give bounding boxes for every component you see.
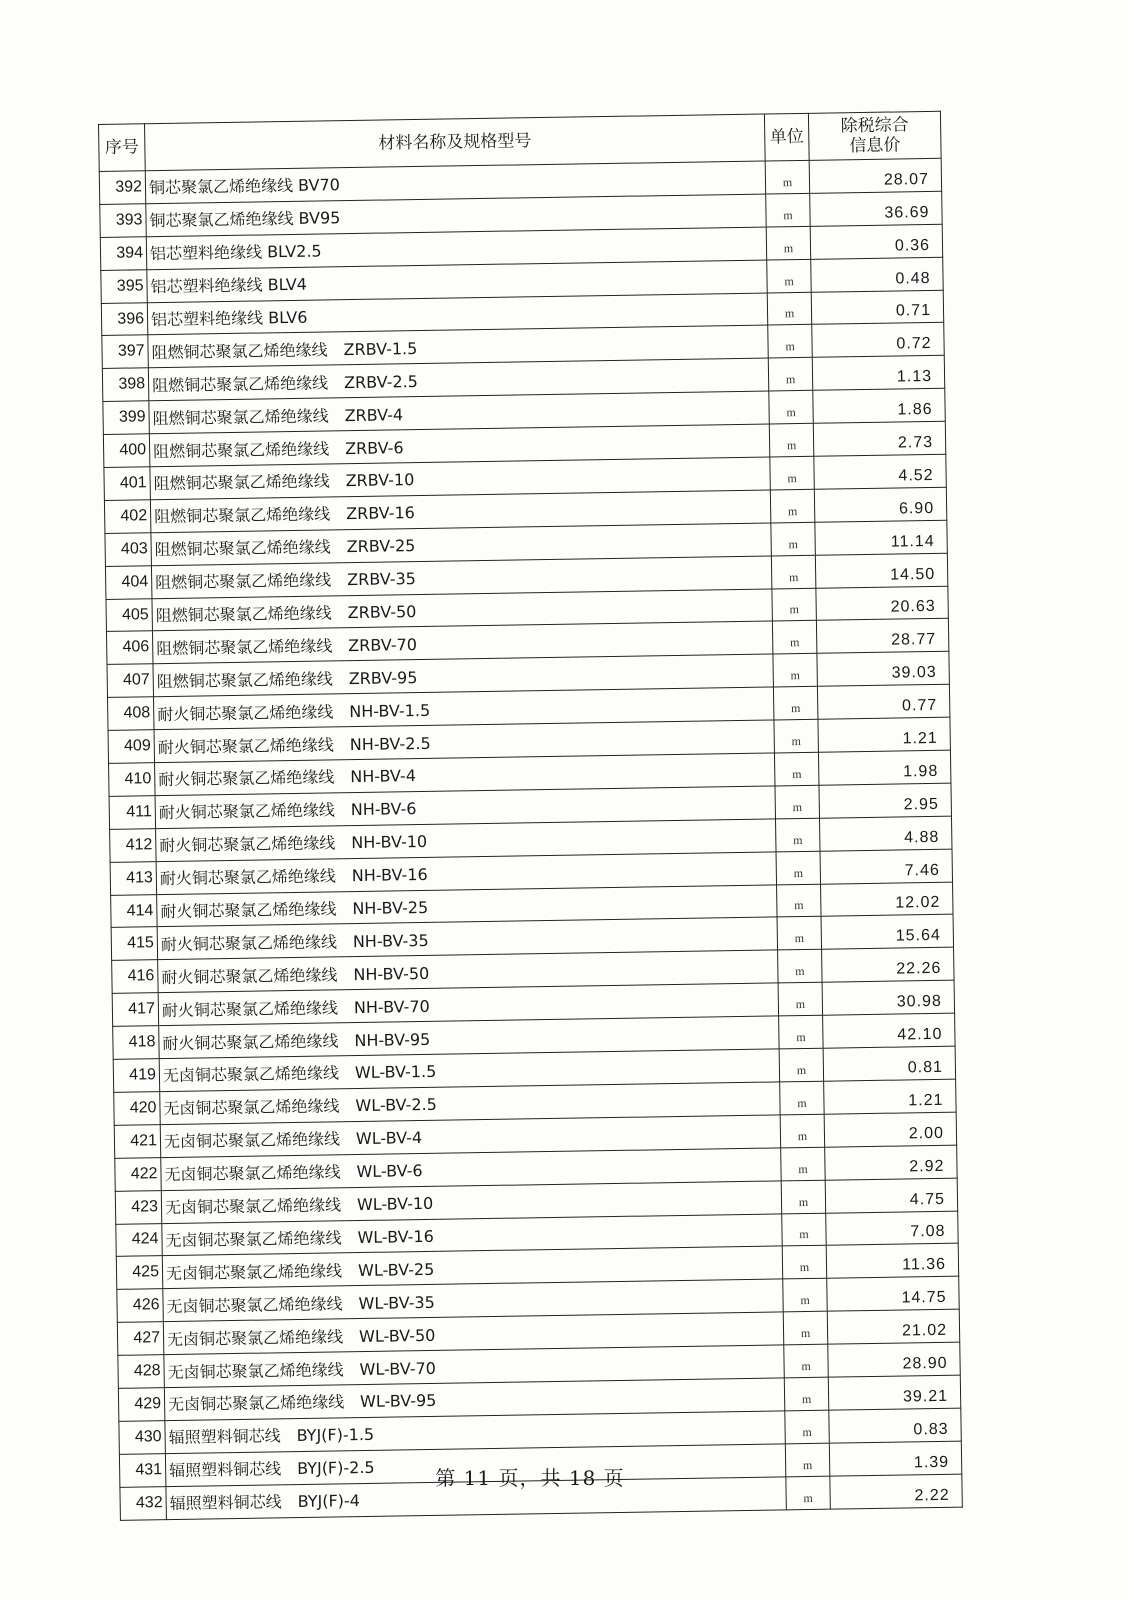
row-unit: m — [769, 391, 814, 425]
row-name: 辐照塑料铜芯线 BYJ(F)-2.5 — [165, 1444, 785, 1487]
row-no: 414 — [111, 894, 158, 928]
row-price: 28.07 — [809, 158, 942, 193]
row-unit: m — [785, 1443, 830, 1477]
row-no: 407 — [107, 664, 154, 698]
row-name: 耐火铜芯聚氯乙烯绝缘线 NH-BV-95 — [159, 1016, 779, 1059]
row-name: 无卤铜芯聚氯乙烯绝缘线 WL-BV-25 — [162, 1246, 782, 1289]
row-unit: m — [770, 489, 815, 523]
row-no: 417 — [112, 993, 159, 1027]
row-unit: m — [778, 982, 823, 1016]
row-no: 425 — [116, 1256, 163, 1290]
row-price: 2.73 — [813, 421, 946, 456]
row-no: 421 — [114, 1124, 161, 1158]
row-name: 辐照塑料铜芯线 BYJ(F)-1.5 — [165, 1411, 785, 1454]
row-no: 427 — [117, 1322, 164, 1356]
row-unit: m — [775, 818, 820, 852]
row-no: 422 — [115, 1157, 162, 1191]
row-name: 无卤铜芯聚氯乙烯绝缘线 WL-BV-2.5 — [160, 1082, 780, 1125]
row-unit: m — [779, 1015, 824, 1049]
row-unit: m — [780, 1114, 825, 1148]
row-no: 408 — [108, 697, 155, 731]
row-no: 416 — [112, 960, 159, 994]
row-no: 393 — [100, 204, 147, 238]
row-price: 28.77 — [816, 619, 949, 654]
row-name: 无卤铜芯聚氯乙烯绝缘线 WL-BV-35 — [163, 1279, 783, 1322]
row-name: 耐火铜芯聚氯乙烯绝缘线 NH-BV-50 — [158, 950, 778, 993]
row-no: 411 — [109, 796, 156, 830]
page-footer: 第 11 页，共 18 页 — [435, 1466, 625, 1490]
row-no: 420 — [114, 1092, 161, 1126]
row-price: 14.75 — [827, 1276, 960, 1311]
row-price: 2.95 — [819, 783, 952, 818]
header-unit: 单位 — [764, 113, 809, 161]
row-unit: m — [773, 654, 818, 688]
row-name: 无卤铜芯聚氯乙烯绝缘线 WL-BV-95 — [164, 1378, 784, 1421]
price-sheet — [98, 111, 962, 1521]
row-price: 4.88 — [819, 816, 952, 851]
row-name: 无卤铜芯聚氯乙烯绝缘线 WL-BV-70 — [164, 1345, 784, 1388]
row-price: 2.00 — [824, 1112, 957, 1147]
row-name: 耐火铜芯聚氯乙烯绝缘线 NH-BV-25 — [157, 885, 777, 928]
row-unit: m — [782, 1246, 827, 1280]
row-price: 0.71 — [811, 290, 944, 325]
row-price: 4.75 — [825, 1178, 958, 1213]
row-unit: m — [778, 950, 823, 984]
row-price: 0.81 — [823, 1046, 956, 1081]
row-unit: m — [785, 1410, 830, 1444]
row-price: 1.39 — [829, 1441, 962, 1476]
row-price: 21.02 — [827, 1309, 960, 1344]
row-name: 无卤铜芯聚氯乙烯绝缘线 WL-BV-1.5 — [159, 1049, 779, 1092]
row-price: 6.90 — [814, 487, 947, 522]
row-name: 阻燃铜芯聚氯乙烯绝缘线 ZRBV-25 — [151, 523, 771, 566]
row-no: 392 — [99, 171, 146, 205]
row-no: 398 — [102, 368, 149, 402]
row-no: 428 — [118, 1355, 165, 1389]
row-name: 无卤铜芯聚氯乙烯绝缘线 WL-BV-4 — [160, 1115, 780, 1158]
row-name: 阻燃铜芯聚氯乙烯绝缘线 ZRBV-95 — [153, 654, 773, 697]
row-name: 耐火铜芯聚氯乙烯绝缘线 NH-BV-1.5 — [154, 687, 774, 730]
row-name: 无卤铜芯聚氯乙烯绝缘线 WL-BV-6 — [161, 1148, 781, 1191]
row-no: 415 — [111, 927, 158, 961]
row-no: 402 — [104, 500, 151, 534]
row-price: 12.02 — [821, 882, 954, 917]
row-price: 22.26 — [822, 948, 955, 983]
row-unit: m — [768, 325, 813, 359]
row-no: 405 — [106, 598, 153, 632]
row-unit: m — [779, 1048, 824, 1082]
row-unit: m — [772, 621, 817, 655]
row-unit: m — [771, 555, 816, 589]
row-name: 铜芯聚氯乙烯绝缘线 BV70 — [145, 161, 765, 204]
header-no: 序号 — [99, 124, 146, 172]
row-unit: m — [772, 588, 817, 622]
row-price: 1.98 — [818, 750, 951, 785]
row-no: 397 — [102, 335, 149, 369]
row-name: 无卤铜芯聚氯乙烯绝缘线 WL-BV-16 — [162, 1213, 782, 1256]
row-no: 410 — [109, 763, 156, 797]
header-price-line2: 信息价 — [849, 135, 901, 157]
row-no: 423 — [115, 1190, 162, 1224]
row-no: 431 — [119, 1453, 166, 1487]
row-unit: m — [784, 1344, 829, 1378]
row-name: 阻燃铜芯聚氯乙烯绝缘线 ZRBV-1.5 — [148, 325, 768, 368]
row-price: 39.21 — [828, 1375, 961, 1410]
row-price: 0.77 — [817, 684, 950, 719]
row-price: 39.03 — [817, 652, 950, 687]
row-unit: m — [771, 522, 816, 556]
row-unit: m — [777, 884, 822, 918]
row-name: 耐火铜芯聚氯乙烯绝缘线 NH-BV-16 — [156, 852, 776, 895]
row-unit: m — [786, 1476, 831, 1510]
row-unit: m — [775, 785, 820, 819]
row-unit: m — [769, 423, 814, 457]
row-price: 11.36 — [826, 1244, 959, 1279]
row-price: 30.98 — [822, 980, 955, 1015]
row-price: 1.13 — [812, 356, 945, 391]
row-name: 耐火铜芯聚氯乙烯绝缘线 NH-BV-4 — [155, 753, 775, 796]
row-price: 0.36 — [810, 224, 943, 259]
row-price: 11.14 — [815, 520, 948, 555]
row-no: 394 — [100, 237, 147, 271]
row-name: 无卤铜芯聚氯乙烯绝缘线 WL-BV-10 — [161, 1181, 781, 1224]
row-no: 432 — [120, 1486, 167, 1520]
row-no: 424 — [116, 1223, 163, 1257]
row-no: 400 — [103, 434, 150, 468]
material-price-table — [98, 111, 963, 1521]
row-unit: m — [774, 719, 819, 753]
row-price: 4.52 — [814, 454, 947, 489]
row-name: 铝芯塑料绝缘线 BLV2.5 — [146, 227, 766, 270]
row-price: 1.21 — [818, 717, 951, 752]
row-name: 阻燃铜芯聚氯乙烯绝缘线 ZRBV-70 — [152, 621, 772, 664]
row-unit: m — [780, 1081, 825, 1115]
row-name: 铝芯塑料绝缘线 BLV6 — [147, 293, 767, 336]
row-name: 阻燃铜芯聚氯乙烯绝缘线 ZRBV-35 — [151, 556, 771, 599]
row-no: 406 — [106, 631, 153, 665]
row-unit: m — [776, 851, 821, 885]
header-price — [808, 111, 941, 160]
row-unit: m — [767, 292, 812, 326]
row-no: 401 — [104, 467, 151, 501]
header-price-line1: 除税综合 — [840, 115, 909, 137]
row-price: 20.63 — [816, 586, 949, 621]
row-unit: m — [765, 160, 810, 194]
row-no: 430 — [119, 1420, 166, 1454]
row-name: 耐火铜芯聚氯乙烯绝缘线 NH-BV-70 — [158, 983, 778, 1026]
row-no: 429 — [118, 1388, 165, 1422]
row-name: 无卤铜芯聚氯乙烯绝缘线 WL-BV-50 — [163, 1312, 783, 1355]
row-no: 395 — [101, 269, 148, 303]
row-price: 0.72 — [812, 323, 945, 358]
row-price: 14.50 — [815, 553, 948, 588]
row-name: 阻燃铜芯聚氯乙烯绝缘线 ZRBV-6 — [149, 424, 769, 467]
row-name: 阻燃铜芯聚氯乙烯绝缘线 ZRBV-2.5 — [148, 358, 768, 401]
row-no: 418 — [113, 1026, 160, 1060]
row-no: 396 — [101, 302, 148, 336]
row-price: 15.64 — [821, 915, 954, 950]
row-price: 1.86 — [813, 388, 946, 423]
row-unit: m — [766, 193, 811, 227]
row-price: 1.21 — [824, 1079, 957, 1114]
row-unit: m — [770, 456, 815, 490]
row-unit: m — [773, 687, 818, 721]
row-no: 404 — [105, 565, 152, 599]
table-body — [99, 158, 962, 1520]
header-name: 材料名称及规格型号 — [145, 114, 766, 171]
row-unit: m — [767, 259, 812, 293]
row-name: 铜芯聚氯乙烯绝缘线 BV95 — [146, 194, 766, 237]
row-price: 2.92 — [825, 1145, 958, 1180]
row-unit: m — [766, 226, 811, 260]
row-no: 409 — [108, 730, 155, 764]
row-no: 399 — [103, 401, 150, 435]
row-name: 耐火铜芯聚氯乙烯绝缘线 NH-BV-6 — [155, 786, 775, 829]
row-no: 412 — [110, 828, 157, 862]
row-price: 7.46 — [820, 849, 953, 884]
row-price: 7.08 — [826, 1211, 959, 1246]
row-unit: m — [784, 1377, 829, 1411]
row-unit: m — [782, 1213, 827, 1247]
row-name: 阻燃铜芯聚氯乙烯绝缘线 ZRBV-10 — [150, 457, 770, 500]
row-unit: m — [774, 752, 819, 786]
row-unit: m — [768, 358, 813, 392]
row-price: 28.90 — [828, 1342, 961, 1377]
row-name: 阻燃铜芯聚氯乙烯绝缘线 ZRBV-4 — [149, 391, 769, 434]
row-no: 419 — [113, 1059, 160, 1093]
row-unit: m — [783, 1278, 828, 1312]
row-price: 0.48 — [811, 257, 944, 292]
row-name: 阻燃铜芯聚氯乙烯绝缘线 ZRBV-50 — [152, 589, 772, 632]
row-no: 426 — [117, 1289, 164, 1323]
row-name: 耐火铜芯聚氯乙烯绝缘线 NH-BV-10 — [156, 819, 776, 862]
row-price: 2.22 — [830, 1474, 963, 1509]
row-name: 耐火铜芯聚氯乙烯绝缘线 NH-BV-2.5 — [154, 720, 774, 763]
row-name: 阻燃铜芯聚氯乙烯绝缘线 ZRBV-16 — [150, 490, 770, 533]
row-price: 42.10 — [823, 1013, 956, 1048]
row-price: 0.83 — [829, 1408, 962, 1443]
row-unit: m — [781, 1180, 826, 1214]
row-no: 403 — [105, 533, 152, 567]
row-name: 铝芯塑料绝缘线 BLV4 — [147, 260, 767, 303]
row-unit: m — [781, 1147, 826, 1181]
row-unit: m — [777, 917, 822, 951]
row-name: 耐火铜芯聚氯乙烯绝缘线 NH-BV-35 — [157, 917, 777, 960]
row-unit: m — [783, 1311, 828, 1345]
row-no: 413 — [110, 861, 157, 895]
row-price: 36.69 — [810, 191, 943, 226]
row-name: 辐照塑料铜芯线 BYJ(F)-4 — [166, 1476, 786, 1519]
